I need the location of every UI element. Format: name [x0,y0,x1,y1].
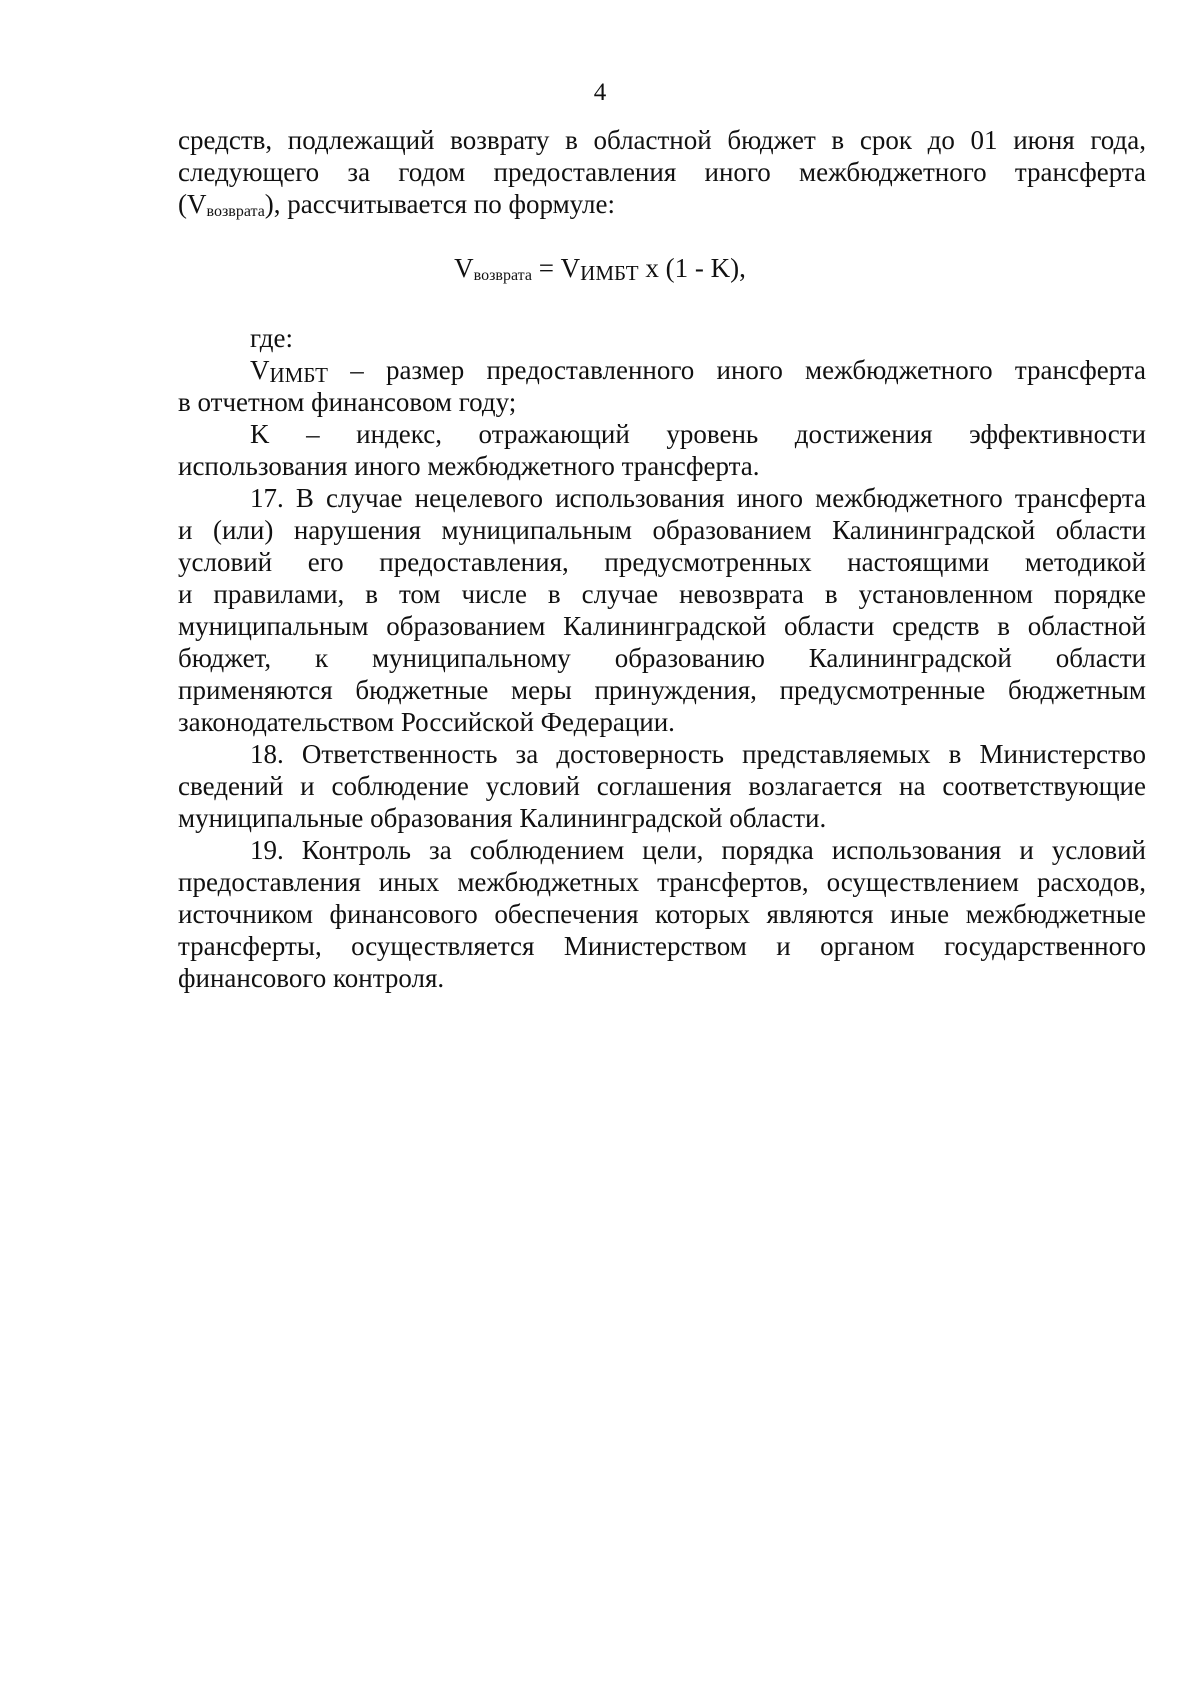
clause-17-line-5: муниципальным образованием Калининградской области средств в областной [178,611,1146,641]
intro-v-subscript: возврата [206,203,265,220]
intro-line-3-rest: ), рассчитывается по формуле: [264,189,615,219]
clause-19-line-1: 19. Контроль за соблюдением цели, порядка использования и условий [250,835,1146,865]
page-number: 4 [593,79,607,106]
clause-19-line-4: трансферты, осуществляется Министерством и органом государственного [178,931,1146,961]
formula-v-imbt-subscript: ИМБТ [580,261,639,285]
def-vimbt-line-1 [178,354,1146,386]
clause-17-line-1: 17. В случае нецелевого использования иного межбюджетного трансферта [250,483,1146,513]
clause-19-line-2: предоставления иных межбюджетных трансфертов, осуществлением расходов, [178,867,1146,897]
clause-18-line-3: муниципальные образования Калининградской области. [178,803,827,833]
formula-rest: x (1 - K), [638,253,746,283]
intro-line-2: следующего за годом предоставления иного межбюджетного трансферта [178,157,1146,187]
clause-17-line-6: бюджет, к муниципальному образованию Калининградской области [178,643,1146,673]
def-vimbt-subscript: ИМБТ [269,363,328,387]
intro-paragraph [178,124,1146,220]
formula-v-return: V [454,253,474,283]
clause-17-line-7: применяются бюджетные меры принуждения, предусмотренные бюджетным [178,675,1146,705]
def-k-line-1: K – индекс, отражающий уровень достижения эффективности [250,419,1146,449]
clause-17-line-4: и правилами, в том числе в случае невозврата в установленном порядке [178,579,1146,609]
intro-line-1: средств, подлежащий возврату в областной бюджет в срок до 01 июня года, [178,125,1146,155]
clause-17-line-2: и (или) нарушения муниципальным образованием Калининградской области [178,515,1146,545]
formula-equals-v: = V [531,253,581,283]
clause-18-line-2: сведений и соблюдение условий соглашения возлагается на соответствующие [178,771,1146,801]
definitions-and-clauses [178,354,1146,994]
clause-17-line-3: условий его предоставления, предусмотренных настоящими методикой [178,547,1146,577]
def-k-line-2: использования иного межбюджетного трансферта. [178,451,760,481]
def-vimbt-v: V [250,355,270,385]
def-vimbt-rest: – размер предоставленного иного межбюджетного трансферта [327,355,1146,385]
clause-19-line-5: финансового контроля. [178,963,445,993]
clause-17-line-8: законодательством Российской Федерации. [178,707,675,737]
intro-line-3 [178,188,1146,220]
clause-18-line-1: 18. Ответственность за достоверность представляемых в Министерство [250,739,1146,769]
clause-19-line-3: источником финансового обеспечения которых являются иные межбюджетные [178,899,1146,929]
def-vimbt-line-2: в отчетном финансовом году; [178,387,517,417]
return-formula [0,252,1200,284]
intro-v-open: (V [178,189,207,219]
formula-v-return-subscript: возврата [473,267,532,284]
where-label: где: [250,323,293,353]
